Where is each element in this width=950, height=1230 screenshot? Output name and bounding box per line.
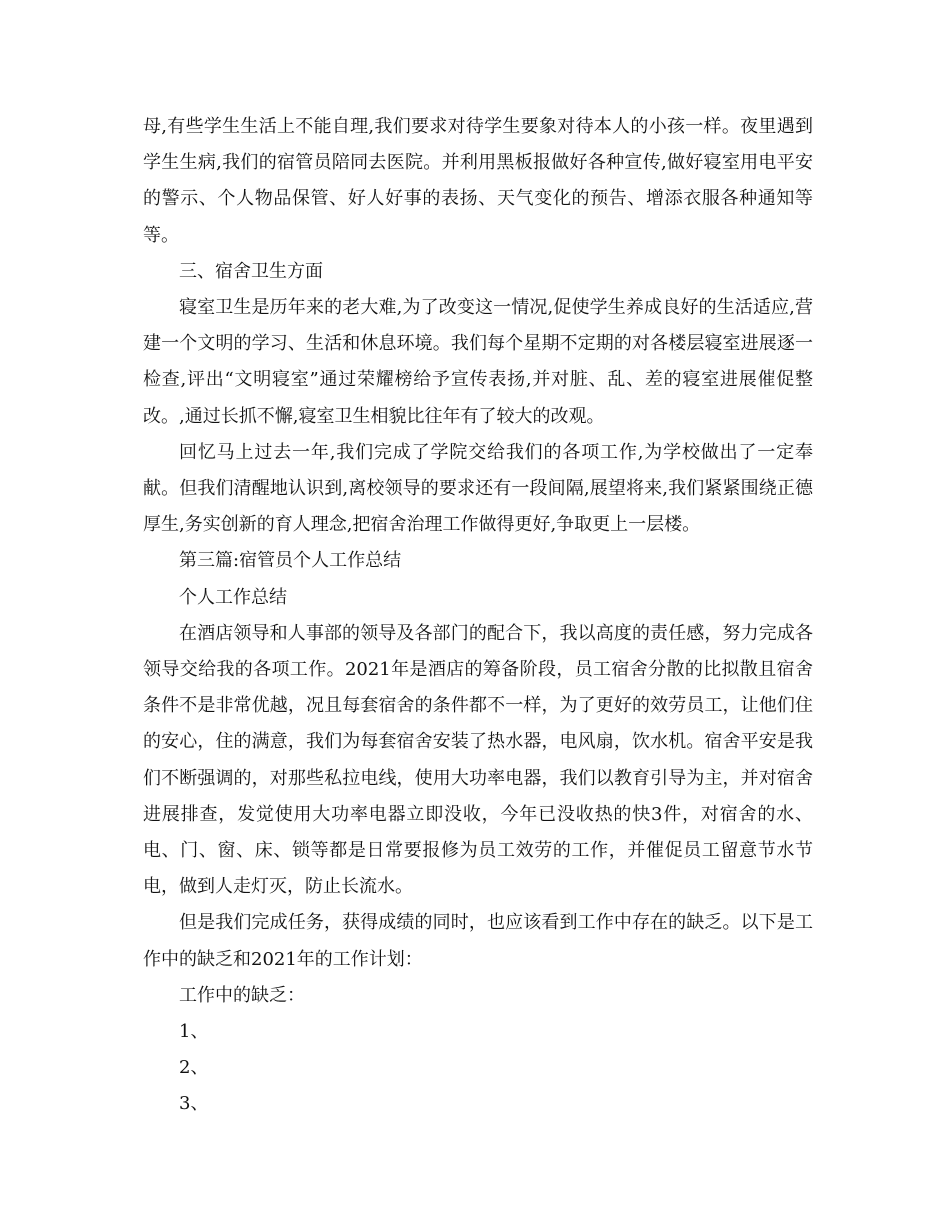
document-page — [143, 109, 813, 1123]
subheading-shortcomings: 工作中的缺乏： — [179, 984, 305, 1006]
list-item: 1、 — [179, 1021, 209, 1043]
paragraph-year-review: 回忆马上过去一年,我们完成了学院交给我们的各项工作,为学校做出了一定奉献。但我们清醒地认识到,离校领导的要求还有一段间隔,展望将来,我们紧紧围绕正德厚生,务实创新的育人理念,把宿舍治理工作做得更好,争取更上一层楼。 — [143, 441, 813, 536]
list-item: 3、 — [179, 1093, 209, 1115]
chapter-heading-third: 第三篇:宿管员个人工作总结 — [179, 550, 402, 572]
list-item: 2、 — [179, 1057, 209, 1079]
paragraph-continuation: 母,有些学生生活上不能自理,我们要求对待学生要象对待本人的小孩一样。夜里遇到学生生病,我们的宿管员陪同去医院。并利用黑板报做好各种宣传,做好寝室用电平安的警示、个人物品保管、好人好事的表扬、天气变化的预告、增添衣服各种通知等等。 — [143, 116, 813, 246]
paragraph-shortcomings-intro: 但是我们完成任务，获得成绩的同时，也应该看到工作中存在的缺乏。以下是工作中的缺乏和2021年的工作计划： — [143, 912, 813, 970]
paragraph-hotel-dorm-work: 在酒店领导和人事部的领导及各部门的配合下，我以高度的责任感，努力完成各领导交给我的各项工作。2021年是酒店的筹备阶段，员工宿舍分散的比拟散且宿舍条件不是非常优越，况且每套宿舍的条件都不一样，为了更好的效劳员工，让他们住的安心，住的满意，我们为每套宿舍安装了热水器，电风扇，饮水机。宿舍平安是我们不断强调的，对那些私拉电线，使用大功率电器，我们以教育引导为主，并对宿舍进展排查，发觉使用大功率电器立即没收，今年已没收热的快3件，对宿舍的水、电、门、窗、床、锁等都是日常要报修为员工效劳的工作，并催促员工留意节水节电，做到人走灯灭，防止长流水。 — [143, 622, 813, 898]
section-heading-dorm-hygiene: 三、宿舍卫生方面 — [179, 260, 323, 282]
subheading-personal-summary: 个人工作总结 — [179, 586, 287, 608]
paragraph-dorm-hygiene: 寝室卫生是历年来的老大难,为了改变这一情况,促使学生养成良好的生活适应,营建一个文明的学习、生活和休息环境。我们每个星期不定期的对各楼层寝室进展逐一检查,评出“文明寝室”通过荣耀榜给予宣传表扬,并对脏、乱、差的寝室进展催促整改。,通过长抓不懈,寝室卫生相貌比往年有了较大的改观。 — [143, 297, 813, 427]
